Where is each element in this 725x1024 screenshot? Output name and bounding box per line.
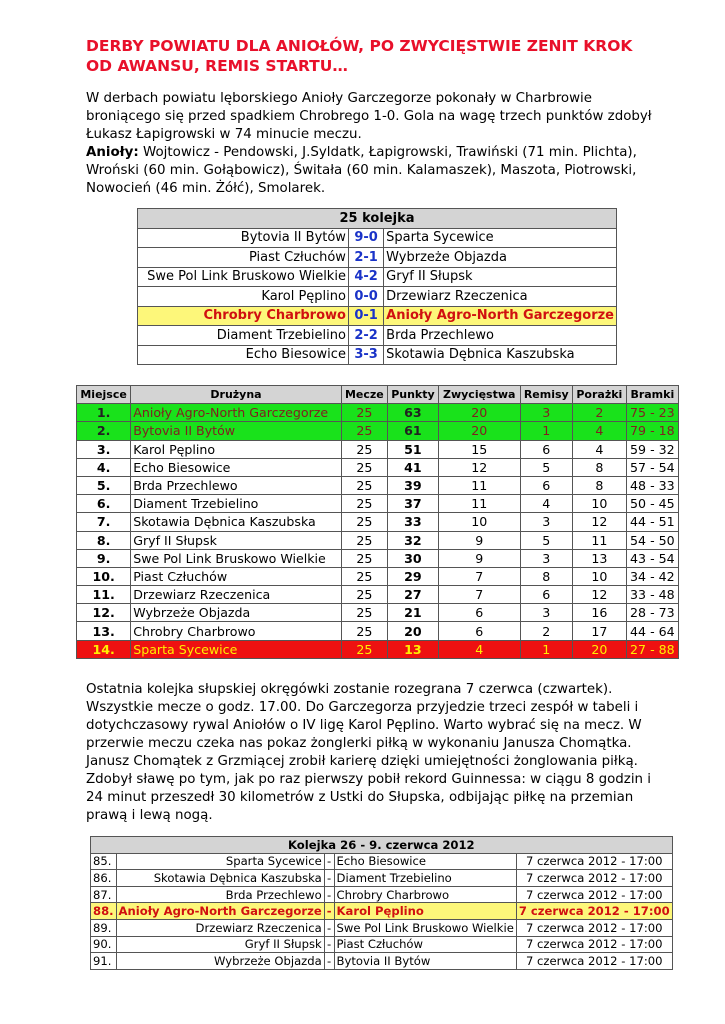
standings-row: [77, 604, 679, 622]
fixtures-header-row: [91, 837, 673, 854]
standings-draws: 3: [520, 549, 573, 567]
closing-paragraph: Ostatnia kolejka słupskiej okręgówki zostanie rozegrana 7 czerwca (czwartek). Wszystkie mecze o godz. 17.00. Do Garczegorza przyjedzie trzeci zespół w tabeli i dotychczasowy rywal Aniołów o IV ligę Karol Pęplino. Warto wybrać się na mecz. W przerwie meczu czeka nas pokaz żonglerki piłką w wykonaniu Janusza Chomątka. Janusz Chomątek z Grzmiącej zrobił karierę dzięki umiejętności żonglowania piłką. Zdobył sławę po tym, jak po raz pierwszy pobił rekord Guinnessa: w ciągu 8 godzin i 24 minut przeszedł 30 kilometrów z Ustki do Słupska, odbijając piłkę na przemian prawą i lewą nogą.: [86, 682, 652, 823]
standings-goals: 48 - 33: [626, 476, 678, 494]
result-row: [138, 228, 617, 248]
standings-row: [77, 622, 679, 640]
result-row: [138, 267, 617, 287]
standings-wins: 7: [438, 586, 520, 604]
standings-points: 61: [387, 422, 438, 440]
standings-position: 2.: [77, 422, 131, 440]
standings-position: 3.: [77, 440, 131, 458]
result-home-team: Diament Trzebielino: [138, 326, 349, 346]
standings-column-header: Porażki: [573, 386, 627, 404]
standings-played: 25: [341, 404, 387, 422]
fixture-date: 7 czerwca 2012 - 17:00: [516, 853, 672, 870]
standings-team: Piast Człuchów: [131, 567, 342, 585]
standings-wins: 20: [438, 422, 520, 440]
result-away-team: Gryf II Słupsk: [384, 267, 617, 287]
standings-played: 25: [341, 567, 387, 585]
standings-goals: 34 - 42: [626, 567, 678, 585]
standings-team: Gryf II Słupsk: [131, 531, 342, 549]
standings-played: 25: [341, 604, 387, 622]
fixture-away-team: Diament Trzebielino: [334, 870, 516, 887]
standings-goals: 44 - 51: [626, 513, 678, 531]
standings-goals: 75 - 23: [626, 404, 678, 422]
fixture-row: [91, 886, 673, 903]
fixture-home-team: Brda Przechlewo: [116, 886, 324, 903]
fixture-date: 7 czerwca 2012 - 17:00: [516, 919, 672, 936]
standings-played: 25: [341, 549, 387, 567]
standings-points: 30: [387, 549, 438, 567]
standings-team: Bytovia II Bytów: [131, 422, 342, 440]
standings-goals: 33 - 48: [626, 586, 678, 604]
fixture-row: [91, 936, 673, 953]
article-lead-paragraph: [86, 90, 656, 198]
standings-losses: 2: [573, 404, 627, 422]
standings-position: 1.: [77, 404, 131, 422]
fixture-separator: -: [324, 936, 334, 953]
standings-column-header: Drużyna: [131, 386, 342, 404]
result-row: [138, 306, 617, 326]
article-title: DERBY POWIATU DLA ANIOŁÓW, PO ZWYCIĘSTWIE ZENIT KROK OD AWANSU, REMIS STARTU…: [86, 37, 633, 75]
fixture-number: 90.: [91, 936, 117, 953]
result-home-team: Bytovia II Bytów: [138, 228, 349, 248]
fixture-number: 89.: [91, 919, 117, 936]
fixture-row: [91, 870, 673, 887]
standings-column-header: Zwycięstwa: [438, 386, 520, 404]
standings-row: [77, 640, 679, 658]
standings-goals: 28 - 73: [626, 604, 678, 622]
standings-position: 12.: [77, 604, 131, 622]
standings-draws: 6: [520, 476, 573, 494]
standings-played: 25: [341, 458, 387, 476]
fixture-number: 91.: [91, 953, 117, 970]
standings-draws: 3: [520, 604, 573, 622]
standings-draws: 3: [520, 513, 573, 531]
fixture-number: 88.: [91, 903, 117, 920]
fixture-home-team: Sparta Sycewice: [116, 853, 324, 870]
standings-row: [77, 513, 679, 531]
standings-points: 21: [387, 604, 438, 622]
standings-team: Sparta Sycewice: [131, 640, 342, 658]
standings-position: 13.: [77, 622, 131, 640]
result-score: 0-1: [348, 306, 383, 326]
fixture-row: [91, 919, 673, 936]
fixture-separator: -: [324, 903, 334, 920]
standings-played: 25: [341, 622, 387, 640]
standings-losses: 12: [573, 513, 627, 531]
standings-draws: 6: [520, 586, 573, 604]
fixture-date: 7 czerwca 2012 - 17:00: [516, 903, 672, 920]
standings-team: Wybrzeże Objazda: [131, 604, 342, 622]
lead-text: W derbach powiatu lęborskiego Anioły Garczegorze pokonały w Charbrowie broniącego się przed spadkiem Chrobrego 1-0. Gola na wagę trzech punktów zdobył Łukasz Łapigrowski w 74 minucie meczu.: [86, 91, 652, 142]
result-score: 2-1: [348, 248, 383, 268]
standings-goals: 27 - 88: [626, 640, 678, 658]
results-table: [137, 208, 617, 365]
standings-wins: 9: [438, 531, 520, 549]
standings-points: 63: [387, 404, 438, 422]
standings-team: Skotawia Dębnica Kaszubska: [131, 513, 342, 531]
fixture-number: 86.: [91, 870, 117, 887]
fixture-away-team: Bytovia II Bytów: [334, 953, 516, 970]
standings-column-header: Punkty: [387, 386, 438, 404]
standings-wins: 11: [438, 495, 520, 513]
fixture-row: [91, 953, 673, 970]
standings-position: 8.: [77, 531, 131, 549]
result-score: 9-0: [348, 228, 383, 248]
standings-row: [77, 440, 679, 458]
standings-losses: 8: [573, 476, 627, 494]
standings-losses: 12: [573, 586, 627, 604]
standings-wins: 6: [438, 622, 520, 640]
standings-draws: 8: [520, 567, 573, 585]
standings-row: [77, 495, 679, 513]
result-away-team: Drzewiarz Rzeczenica: [384, 287, 617, 307]
standings-losses: 4: [573, 440, 627, 458]
fixture-row: [91, 903, 673, 920]
standings-row: [77, 567, 679, 585]
result-score: 0-0: [348, 287, 383, 307]
standings-goals: 50 - 45: [626, 495, 678, 513]
standings-column-header: Miejsce: [77, 386, 131, 404]
standings-played: 25: [341, 495, 387, 513]
result-home-team: Chrobry Charbrowo: [138, 306, 349, 326]
standings-row: [77, 404, 679, 422]
standings-draws: 1: [520, 640, 573, 658]
standings-goals: 59 - 32: [626, 440, 678, 458]
standings-position: 14.: [77, 640, 131, 658]
standings-played: 25: [341, 440, 387, 458]
standings-points: 39: [387, 476, 438, 494]
standings-goals: 44 - 64: [626, 622, 678, 640]
standings-points: 27: [387, 586, 438, 604]
standings-team: Drzewiarz Rzeczenica: [131, 586, 342, 604]
standings-draws: 5: [520, 531, 573, 549]
standings-goals: 79 - 18: [626, 422, 678, 440]
fixture-separator: -: [324, 870, 334, 887]
result-home-team: Echo Biesowice: [138, 345, 349, 365]
standings-wins: 20: [438, 404, 520, 422]
fixture-home-team: Gryf II Słupsk: [116, 936, 324, 953]
lineup-text: Wojtowicz - Pendowski, J.Syldatk, Łapigrowski, Trawiński (71 min. Plichta), Wroński (60 min. Gołąbowicz), Świtała (60 min. Kalamaszek), Maszota, Piotrowski, Nowocień (46 min. Żółć), Smolarek.: [86, 145, 637, 196]
standings-losses: 13: [573, 549, 627, 567]
standings-losses: 10: [573, 495, 627, 513]
fixtures-table: [90, 836, 673, 970]
standings-row: [77, 458, 679, 476]
result-away-team: Wybrzeże Objazda: [384, 248, 617, 268]
fixture-separator: -: [324, 953, 334, 970]
fixture-date: 7 czerwca 2012 - 17:00: [516, 953, 672, 970]
fixture-number: 85.: [91, 853, 117, 870]
standings-wins: 7: [438, 567, 520, 585]
standings-position: 10.: [77, 567, 131, 585]
standings-team: Chrobry Charbrowo: [131, 622, 342, 640]
standings-position: 9.: [77, 549, 131, 567]
fixture-home-team: Drzewiarz Rzeczenica: [116, 919, 324, 936]
standings-position: 4.: [77, 458, 131, 476]
standings-wins: 4: [438, 640, 520, 658]
standings-goals: 43 - 54: [626, 549, 678, 567]
standings-wins: 15: [438, 440, 520, 458]
standings-wins: 11: [438, 476, 520, 494]
standings-header-row: [77, 386, 679, 404]
fixture-home-team: Anioły Agro-North Garczegorze: [116, 903, 324, 920]
standings-row: [77, 476, 679, 494]
result-home-team: Swe Pol Link Bruskowo Wielkie: [138, 267, 349, 287]
standings-column-header: Remisy: [520, 386, 573, 404]
fixture-separator: -: [324, 919, 334, 936]
standings-position: 6.: [77, 495, 131, 513]
standings-losses: 4: [573, 422, 627, 440]
standings-wins: 6: [438, 604, 520, 622]
standings-points: 51: [387, 440, 438, 458]
result-score: 4-2: [348, 267, 383, 287]
standings-row: [77, 531, 679, 549]
standings-team: Echo Biesowice: [131, 458, 342, 476]
standings-team: Swe Pol Link Bruskowo Wielkie: [131, 549, 342, 567]
standings-column-header: Bramki: [626, 386, 678, 404]
fixture-date: 7 czerwca 2012 - 17:00: [516, 886, 672, 903]
fixture-away-team: Chrobry Charbrowo: [334, 886, 516, 903]
result-score: 2-2: [348, 326, 383, 346]
standings-points: 37: [387, 495, 438, 513]
standings-losses: 16: [573, 604, 627, 622]
fixture-away-team: Swe Pol Link Bruskowo Wielkie: [334, 919, 516, 936]
standings-team: Brda Przechlewo: [131, 476, 342, 494]
fixture-away-team: Karol Pęplino: [334, 903, 516, 920]
standings-goals: 54 - 50: [626, 531, 678, 549]
fixture-date: 7 czerwca 2012 - 17:00: [516, 936, 672, 953]
standings-played: 25: [341, 640, 387, 658]
result-row: [138, 287, 617, 307]
standings-position: 7.: [77, 513, 131, 531]
result-home-team: Piast Człuchów: [138, 248, 349, 268]
fixture-home-team: Skotawia Dębnica Kaszubska: [116, 870, 324, 887]
standings-points: 41: [387, 458, 438, 476]
standings-wins: 12: [438, 458, 520, 476]
standings-points: 20: [387, 622, 438, 640]
fixtures-header: Kolejka 26 - 9. czerwca 2012: [91, 837, 673, 854]
standings-column-header: Mecze: [341, 386, 387, 404]
standings-played: 25: [341, 476, 387, 494]
results-header-row: [138, 209, 617, 229]
standings-losses: 20: [573, 640, 627, 658]
standings-points: 33: [387, 513, 438, 531]
standings-played: 25: [341, 513, 387, 531]
standings-draws: 1: [520, 422, 573, 440]
standings-losses: 17: [573, 622, 627, 640]
standings-row: [77, 586, 679, 604]
standings-played: 25: [341, 586, 387, 604]
result-row: [138, 326, 617, 346]
result-row: [138, 248, 617, 268]
standings-draws: 3: [520, 404, 573, 422]
standings-draws: 2: [520, 622, 573, 640]
fixture-separator: -: [324, 853, 334, 870]
fixture-date: 7 czerwca 2012 - 17:00: [516, 870, 672, 887]
standings-position: 5.: [77, 476, 131, 494]
standings-team: Karol Pęplino: [131, 440, 342, 458]
standings-points: 29: [387, 567, 438, 585]
standings-team: Diament Trzebielino: [131, 495, 342, 513]
fixture-separator: -: [324, 886, 334, 903]
fixture-number: 87.: [91, 886, 117, 903]
standings-wins: 10: [438, 513, 520, 531]
standings-row: [77, 549, 679, 567]
standings-goals: 57 - 54: [626, 458, 678, 476]
standings-team: Anioły Agro-North Garczegorze: [131, 404, 342, 422]
standings-losses: 10: [573, 567, 627, 585]
standings-losses: 8: [573, 458, 627, 476]
standings-played: 25: [341, 531, 387, 549]
standings-played: 25: [341, 422, 387, 440]
result-away-team: Skotawia Dębnica Kaszubska: [384, 345, 617, 365]
standings-losses: 11: [573, 531, 627, 549]
standings-draws: 4: [520, 495, 573, 513]
result-row: [138, 345, 617, 365]
fixture-row: [91, 853, 673, 870]
fixture-away-team: Echo Biesowice: [334, 853, 516, 870]
standings-position: 11.: [77, 586, 131, 604]
fixture-home-team: Wybrzeże Objazda: [116, 953, 324, 970]
result-away-team: Brda Przechlewo: [384, 326, 617, 346]
standings-points: 32: [387, 531, 438, 549]
lineup-label: Anioły:: [86, 145, 139, 160]
result-score: 3-3: [348, 345, 383, 365]
result-away-team: Sparta Sycewice: [384, 228, 617, 248]
standings-draws: 6: [520, 440, 573, 458]
standings-points: 13: [387, 640, 438, 658]
standings-wins: 9: [438, 549, 520, 567]
standings-row: [77, 422, 679, 440]
standings-draws: 5: [520, 458, 573, 476]
results-header: 25 kolejka: [138, 209, 617, 229]
result-away-team: Anioły Agro-North Garczegorze: [384, 306, 617, 326]
result-home-team: Karol Pęplino: [138, 287, 349, 307]
standings-table: [76, 385, 679, 659]
fixture-away-team: Piast Człuchów: [334, 936, 516, 953]
